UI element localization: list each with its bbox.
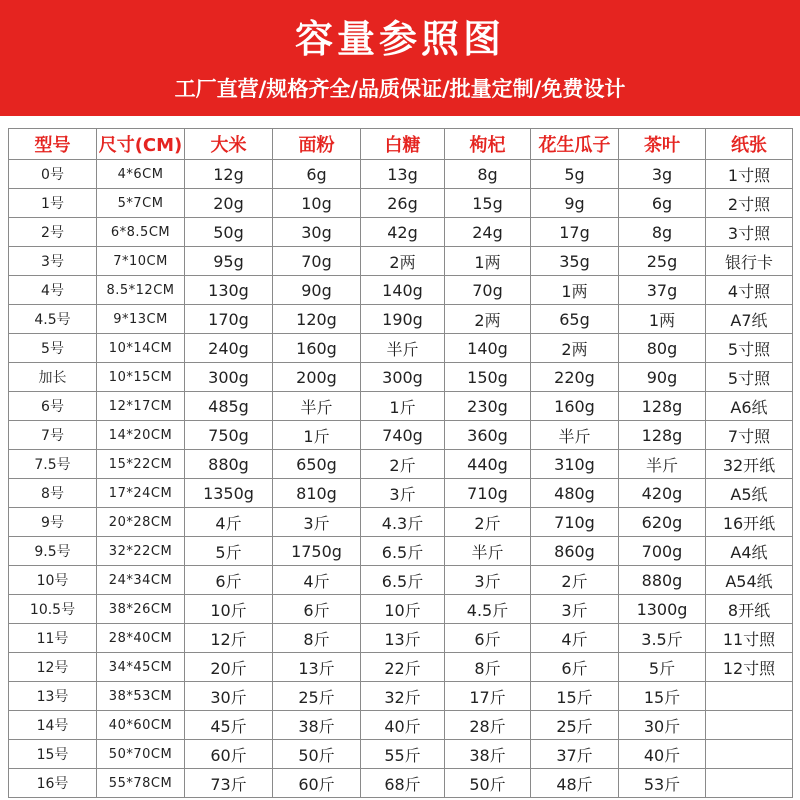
cell-flour: 70g — [273, 247, 361, 276]
cell-peanut-seeds: 3斤 — [531, 595, 619, 624]
cell-paper — [706, 682, 793, 711]
cell-rice: 1350g — [185, 479, 273, 508]
cell-flour: 半斤 — [273, 392, 361, 421]
cell-model: 4.5号 — [9, 305, 97, 334]
cell-sugar: 22斤 — [361, 653, 445, 682]
cell-paper: A4纸 — [706, 537, 793, 566]
cell-sugar: 26g — [361, 189, 445, 218]
cell-rice: 170g — [185, 305, 273, 334]
cell-peanut-seeds: 310g — [531, 450, 619, 479]
table-row — [9, 595, 793, 624]
cell-flour: 1斤 — [273, 421, 361, 450]
cell-sugar: 1斤 — [361, 392, 445, 421]
cell-size: 32*22CM — [97, 537, 185, 566]
cell-model: 13号 — [9, 682, 97, 711]
cell-goji: 8g — [445, 160, 531, 189]
cell-size: 20*28CM — [97, 508, 185, 537]
cell-flour: 160g — [273, 334, 361, 363]
column-header-tea: 茶叶 — [619, 129, 706, 160]
cell-sugar: 6.5斤 — [361, 537, 445, 566]
page-title: 容量参照图 — [294, 17, 505, 61]
cell-sugar: 300g — [361, 363, 445, 392]
cell-flour: 6g — [273, 160, 361, 189]
cell-sugar: 2斤 — [361, 450, 445, 479]
cell-size: 40*60CM — [97, 711, 185, 740]
cell-goji: 半斤 — [445, 537, 531, 566]
cell-size: 5*7CM — [97, 189, 185, 218]
cell-rice: 4斤 — [185, 508, 273, 537]
table-row — [9, 392, 793, 421]
cell-sugar: 32斤 — [361, 682, 445, 711]
column-header-goji: 枸杞 — [445, 129, 531, 160]
cell-flour: 4斤 — [273, 566, 361, 595]
cell-peanut-seeds: 6斤 — [531, 653, 619, 682]
table-row — [9, 479, 793, 508]
cell-size: 6*8.5CM — [97, 218, 185, 247]
cell-tea: 420g — [619, 479, 706, 508]
cell-goji: 50斤 — [445, 769, 531, 798]
cell-peanut-seeds: 35g — [531, 247, 619, 276]
cell-paper: 16开纸 — [706, 508, 793, 537]
cell-paper: A6纸 — [706, 392, 793, 421]
title-banner — [0, 0, 800, 116]
table-header-row — [9, 129, 793, 160]
cell-tea: 700g — [619, 537, 706, 566]
cell-tea: 6g — [619, 189, 706, 218]
cell-paper: 4寸照 — [706, 276, 793, 305]
table-row — [9, 363, 793, 392]
cell-paper: 12寸照 — [706, 653, 793, 682]
cell-tea: 3g — [619, 160, 706, 189]
cell-sugar: 740g — [361, 421, 445, 450]
cell-peanut-seeds: 48斤 — [531, 769, 619, 798]
cell-flour: 200g — [273, 363, 361, 392]
cell-size: 4*6CM — [97, 160, 185, 189]
cell-size: 14*20CM — [97, 421, 185, 450]
cell-sugar: 13斤 — [361, 624, 445, 653]
cell-tea: 128g — [619, 421, 706, 450]
table-row — [9, 305, 793, 334]
cell-sugar: 2两 — [361, 247, 445, 276]
column-header-paper: 纸张 — [706, 129, 793, 160]
cell-tea: 1两 — [619, 305, 706, 334]
cell-flour: 50斤 — [273, 740, 361, 769]
capacity-table — [8, 128, 793, 798]
cell-paper: 7寸照 — [706, 421, 793, 450]
cell-tea: 1300g — [619, 595, 706, 624]
cell-model: 2号 — [9, 218, 97, 247]
cell-model: 9号 — [9, 508, 97, 537]
column-header-peanut-seeds: 花生瓜子 — [531, 129, 619, 160]
cell-rice: 95g — [185, 247, 273, 276]
cell-rice: 880g — [185, 450, 273, 479]
table-row — [9, 421, 793, 450]
cell-rice: 50g — [185, 218, 273, 247]
cell-sugar: 55斤 — [361, 740, 445, 769]
cell-rice: 20g — [185, 189, 273, 218]
cell-rice: 240g — [185, 334, 273, 363]
cell-peanut-seeds: 65g — [531, 305, 619, 334]
cell-size: 10*15CM — [97, 363, 185, 392]
cell-size: 50*70CM — [97, 740, 185, 769]
column-header-model: 型号 — [9, 129, 97, 160]
cell-flour: 25斤 — [273, 682, 361, 711]
column-header-flour: 面粉 — [273, 129, 361, 160]
column-header-size: 尺寸(CM) — [97, 129, 185, 160]
page-subtitle: 工厂直营/规格齐全/品质保证/批量定制/免费设计 — [174, 77, 626, 101]
cell-rice: 12g — [185, 160, 273, 189]
table-row — [9, 247, 793, 276]
cell-tea: 半斤 — [619, 450, 706, 479]
cell-sugar: 68斤 — [361, 769, 445, 798]
cell-peanut-seeds: 220g — [531, 363, 619, 392]
cell-peanut-seeds: 15斤 — [531, 682, 619, 711]
cell-model: 8号 — [9, 479, 97, 508]
cell-paper: A54纸 — [706, 566, 793, 595]
cell-rice: 60斤 — [185, 740, 273, 769]
cell-tea: 880g — [619, 566, 706, 595]
cell-goji: 38斤 — [445, 740, 531, 769]
cell-model: 4号 — [9, 276, 97, 305]
cell-flour: 6斤 — [273, 595, 361, 624]
cell-model: 7号 — [9, 421, 97, 450]
table-row — [9, 624, 793, 653]
cell-flour: 8斤 — [273, 624, 361, 653]
cell-tea: 40斤 — [619, 740, 706, 769]
cell-size: 24*34CM — [97, 566, 185, 595]
cell-size: 34*45CM — [97, 653, 185, 682]
cell-model: 3号 — [9, 247, 97, 276]
cell-paper: 1寸照 — [706, 160, 793, 189]
table-row — [9, 682, 793, 711]
cell-peanut-seeds: 710g — [531, 508, 619, 537]
cell-goji: 70g — [445, 276, 531, 305]
cell-peanut-seeds: 37斤 — [531, 740, 619, 769]
cell-size: 15*22CM — [97, 450, 185, 479]
cell-paper: 11寸照 — [706, 624, 793, 653]
cell-model: 10.5号 — [9, 595, 97, 624]
cell-flour: 810g — [273, 479, 361, 508]
cell-size: 10*14CM — [97, 334, 185, 363]
cell-model: 6号 — [9, 392, 97, 421]
cell-paper — [706, 711, 793, 740]
cell-peanut-seeds: 860g — [531, 537, 619, 566]
cell-peanut-seeds: 160g — [531, 392, 619, 421]
cell-model: 10号 — [9, 566, 97, 595]
cell-model: 15号 — [9, 740, 97, 769]
cell-peanut-seeds: 2斤 — [531, 566, 619, 595]
cell-sugar: 半斤 — [361, 334, 445, 363]
cell-size: 38*53CM — [97, 682, 185, 711]
cell-flour: 13斤 — [273, 653, 361, 682]
cell-tea: 5斤 — [619, 653, 706, 682]
cell-tea: 3.5斤 — [619, 624, 706, 653]
cell-peanut-seeds: 1两 — [531, 276, 619, 305]
cell-model: 5号 — [9, 334, 97, 363]
cell-tea: 37g — [619, 276, 706, 305]
cell-paper: 3寸照 — [706, 218, 793, 247]
cell-paper: 5寸照 — [706, 363, 793, 392]
cell-size: 8.5*12CM — [97, 276, 185, 305]
cell-peanut-seeds: 半斤 — [531, 421, 619, 450]
cell-rice: 30斤 — [185, 682, 273, 711]
cell-paper: A5纸 — [706, 479, 793, 508]
cell-tea: 53斤 — [619, 769, 706, 798]
cell-flour: 650g — [273, 450, 361, 479]
cell-model: 1号 — [9, 189, 97, 218]
cell-tea: 620g — [619, 508, 706, 537]
cell-size: 9*13CM — [97, 305, 185, 334]
cell-goji: 2斤 — [445, 508, 531, 537]
cell-tea: 25g — [619, 247, 706, 276]
cell-goji: 710g — [445, 479, 531, 508]
table-row — [9, 276, 793, 305]
cell-paper: 32开纸 — [706, 450, 793, 479]
cell-goji: 3斤 — [445, 566, 531, 595]
cell-paper: 2寸照 — [706, 189, 793, 218]
cell-flour: 1750g — [273, 537, 361, 566]
cell-size: 7*10CM — [97, 247, 185, 276]
cell-size: 17*24CM — [97, 479, 185, 508]
table-row — [9, 711, 793, 740]
cell-goji: 140g — [445, 334, 531, 363]
cell-peanut-seeds: 4斤 — [531, 624, 619, 653]
cell-goji: 1两 — [445, 247, 531, 276]
cell-goji: 15g — [445, 189, 531, 218]
cell-rice: 73斤 — [185, 769, 273, 798]
cell-flour: 38斤 — [273, 711, 361, 740]
column-header-rice: 大米 — [185, 129, 273, 160]
cell-peanut-seeds: 9g — [531, 189, 619, 218]
cell-tea: 30斤 — [619, 711, 706, 740]
table-row — [9, 189, 793, 218]
cell-flour: 90g — [273, 276, 361, 305]
cell-sugar: 40斤 — [361, 711, 445, 740]
cell-goji: 17斤 — [445, 682, 531, 711]
table-row — [9, 537, 793, 566]
table-row — [9, 160, 793, 189]
cell-tea: 128g — [619, 392, 706, 421]
table-row — [9, 769, 793, 798]
table-row — [9, 653, 793, 682]
table-row — [9, 740, 793, 769]
cell-peanut-seeds: 17g — [531, 218, 619, 247]
cell-tea: 15斤 — [619, 682, 706, 711]
cell-rice: 20斤 — [185, 653, 273, 682]
cell-goji: 360g — [445, 421, 531, 450]
table-body — [9, 160, 793, 798]
cell-sugar: 42g — [361, 218, 445, 247]
cell-rice: 5斤 — [185, 537, 273, 566]
cell-rice: 10斤 — [185, 595, 273, 624]
cell-rice: 300g — [185, 363, 273, 392]
cell-goji: 24g — [445, 218, 531, 247]
cell-sugar: 190g — [361, 305, 445, 334]
cell-model: 14号 — [9, 711, 97, 740]
cell-sugar: 4.3斤 — [361, 508, 445, 537]
table-row — [9, 508, 793, 537]
cell-paper: 5寸照 — [706, 334, 793, 363]
cell-goji: 4.5斤 — [445, 595, 531, 624]
cell-peanut-seeds: 480g — [531, 479, 619, 508]
cell-flour: 120g — [273, 305, 361, 334]
cell-flour: 3斤 — [273, 508, 361, 537]
cell-tea: 90g — [619, 363, 706, 392]
cell-rice: 130g — [185, 276, 273, 305]
cell-goji: 440g — [445, 450, 531, 479]
cell-paper: A7纸 — [706, 305, 793, 334]
cell-model: 9.5号 — [9, 537, 97, 566]
cell-sugar: 10斤 — [361, 595, 445, 624]
cell-size: 12*17CM — [97, 392, 185, 421]
cell-rice: 6斤 — [185, 566, 273, 595]
cell-paper: 8开纸 — [706, 595, 793, 624]
cell-peanut-seeds: 25斤 — [531, 711, 619, 740]
capacity-table-container — [8, 128, 792, 794]
cell-goji: 230g — [445, 392, 531, 421]
cell-tea: 8g — [619, 218, 706, 247]
cell-rice: 12斤 — [185, 624, 273, 653]
cell-sugar: 13g — [361, 160, 445, 189]
cell-rice: 485g — [185, 392, 273, 421]
table-row — [9, 566, 793, 595]
cell-size: 28*40CM — [97, 624, 185, 653]
cell-tea: 80g — [619, 334, 706, 363]
cell-goji: 28斤 — [445, 711, 531, 740]
cell-paper — [706, 769, 793, 798]
cell-model: 16号 — [9, 769, 97, 798]
cell-paper — [706, 740, 793, 769]
cell-model: 7.5号 — [9, 450, 97, 479]
cell-model: 0号 — [9, 160, 97, 189]
cell-size: 38*26CM — [97, 595, 185, 624]
cell-sugar: 140g — [361, 276, 445, 305]
cell-flour: 60斤 — [273, 769, 361, 798]
cell-model: 12号 — [9, 653, 97, 682]
cell-goji: 150g — [445, 363, 531, 392]
table-row — [9, 450, 793, 479]
cell-paper: 银行卡 — [706, 247, 793, 276]
cell-peanut-seeds: 5g — [531, 160, 619, 189]
table-row — [9, 218, 793, 247]
cell-goji: 2两 — [445, 305, 531, 334]
cell-goji: 6斤 — [445, 624, 531, 653]
cell-size: 55*78CM — [97, 769, 185, 798]
cell-rice: 45斤 — [185, 711, 273, 740]
cell-peanut-seeds: 2两 — [531, 334, 619, 363]
cell-rice: 750g — [185, 421, 273, 450]
cell-sugar: 3斤 — [361, 479, 445, 508]
table-row — [9, 334, 793, 363]
cell-model: 加长 — [9, 363, 97, 392]
cell-flour: 30g — [273, 218, 361, 247]
cell-flour: 10g — [273, 189, 361, 218]
cell-goji: 8斤 — [445, 653, 531, 682]
column-header-sugar: 白糖 — [361, 129, 445, 160]
cell-model: 11号 — [9, 624, 97, 653]
cell-sugar: 6.5斤 — [361, 566, 445, 595]
